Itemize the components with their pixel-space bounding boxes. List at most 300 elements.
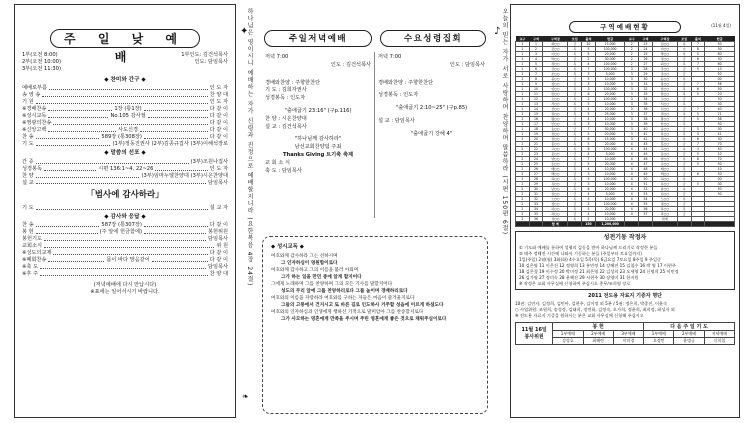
evening-order-line: 성경봉독 : 인도자 — [265, 95, 306, 102]
wednesday-order-line: "출애굽기 2:10~25" (구p.85) — [395, 105, 468, 112]
district-cell: 1 — [516, 112, 530, 117]
responsive-line: 그 인자하심이 영원함이로다 — [281, 261, 338, 267]
district-cell: 50 — [705, 72, 735, 77]
district-cell: 50 — [705, 97, 735, 102]
district-cell: 47 — [639, 162, 653, 167]
district-cell: 금 — [568, 162, 582, 167]
district-cell: 6 — [691, 137, 705, 142]
wednesday-meeting-order — [375, 52, 488, 218]
district-cell: 9 — [529, 82, 543, 87]
district-cell: 3 — [691, 132, 705, 137]
district-cell: 금 — [677, 152, 691, 157]
district-cell: 31 — [529, 192, 543, 197]
district-col-header: 모임 — [677, 36, 691, 42]
district-cell: 정○○ — [652, 202, 677, 207]
district-cell: 1 — [516, 82, 530, 87]
district-cell: 24 — [529, 157, 543, 162]
district-cell: 5,000 — [595, 152, 625, 157]
district-cell: 목 — [677, 157, 691, 162]
district-cell: 고○○ — [543, 147, 568, 152]
district-cell: 15,000 — [595, 137, 625, 142]
offering-header: 봉 헌 — [553, 322, 644, 330]
district-cell: 황○○ — [652, 117, 677, 122]
district-total-cell — [529, 222, 543, 227]
district-cell: 목 — [568, 147, 582, 152]
order-row — [22, 264, 228, 271]
district-cell: 6 — [691, 172, 705, 177]
district-cell: 7 — [582, 157, 596, 162]
order-item: 찬 양 — [22, 172, 34, 179]
evening-order-line: "하나님께 감사하라" — [294, 136, 342, 143]
district-cell: 35 — [529, 212, 543, 217]
district-cell: 최○○ — [543, 42, 568, 47]
evening-order-line: Thanks Giving 트기축 축제 — [282, 151, 354, 158]
sunday-worship-title: 주 일 낮 예 배 — [50, 29, 200, 48]
district-cell: 한○○ — [543, 92, 568, 97]
district-cell: 5 — [691, 92, 705, 97]
district-total-cell — [705, 222, 735, 227]
district-cell: 목 — [677, 147, 691, 152]
service-name: 최해란 — [583, 337, 613, 344]
district-cell: 42 — [639, 137, 653, 142]
district-cell: 4 — [582, 212, 596, 217]
leader-dots — [48, 113, 108, 118]
order-row — [22, 159, 228, 166]
district-cell: 30 — [529, 187, 543, 192]
district-cell: 30 — [705, 102, 735, 107]
district-cell: 황○○ — [543, 117, 568, 122]
district-cell: 금 — [568, 92, 582, 97]
evening-worship-title: 주일저녁예배 — [264, 30, 372, 47]
district-col-header: 헌금 — [705, 36, 735, 42]
district-cell: 12 — [529, 97, 543, 102]
wednesday-leader: 인도 : 담임목사 — [449, 61, 485, 68]
district-cell: 20,000 — [595, 52, 625, 57]
order-row — [22, 173, 228, 180]
district-cell: 18 — [529, 127, 543, 132]
district-cell: 2 — [625, 47, 639, 52]
leader-dots — [144, 106, 208, 111]
district-cell: 10,000 — [595, 172, 625, 177]
district-cell: 34 — [639, 97, 653, 102]
district-cell: 조○○ — [652, 72, 677, 77]
district-cell: 20 — [705, 92, 735, 97]
order-item: 간 증 — [22, 158, 34, 165]
evening-order-line: 찬 양 : 시온찬양대 — [265, 115, 307, 122]
district-cell: 백○○ — [543, 172, 568, 177]
service-subheader: 저녁예배 — [704, 330, 734, 337]
district-cell: 3 — [582, 182, 596, 187]
district-cell: 정○○ — [543, 62, 568, 67]
district-cell: 30,000 — [595, 57, 625, 62]
order-leader: 담임목사 — [207, 264, 228, 271]
district-cell: 13 — [529, 102, 543, 107]
district-cell: 2 — [516, 217, 530, 222]
order-leader: 인 도 자 — [209, 85, 228, 92]
district-cell: 33 — [529, 202, 543, 207]
district-cell: 40 — [639, 127, 653, 132]
district-cell: 80 — [705, 52, 735, 57]
district-cell: 금 — [568, 57, 582, 62]
order-row — [22, 236, 228, 243]
order-item: ※경배찬송 — [22, 106, 47, 113]
district-cell: 1 — [516, 122, 530, 127]
order-item: 송 영 송 — [22, 92, 41, 99]
evening-order-line: "출애굽기 23:16" (구p.116) — [284, 107, 352, 114]
evening-order-line: 교 회 소 식 — [265, 159, 290, 166]
district-cell: 서○○ — [652, 102, 677, 107]
district-cell: 50,000 — [595, 127, 625, 132]
order-leader: 찬 양 대 — [209, 92, 228, 99]
order-item: ※축 도 — [22, 264, 39, 271]
district-cell: 5 — [582, 102, 596, 107]
district-cell: 60 — [705, 62, 735, 67]
leader-dots — [36, 159, 189, 164]
district-cell: 금 — [568, 212, 582, 217]
district-cell: 3 — [529, 52, 543, 57]
district-cell: 조○○ — [543, 72, 568, 77]
district-cell: 3 — [582, 82, 596, 87]
order-leader: 다 같 이 — [209, 113, 229, 120]
district-cell: 배○○ — [543, 167, 568, 172]
district-cell: 4 — [625, 152, 639, 157]
district-cell: 15 — [529, 112, 543, 117]
district-cell: 금 — [677, 172, 691, 177]
district-cell: 4 — [625, 157, 639, 162]
district-cell: 10 — [582, 42, 596, 47]
leader-dots — [36, 222, 100, 227]
order-leader: 담임목사 — [207, 236, 228, 243]
district-cell: 5 — [582, 77, 596, 82]
order-item: 예배로부름 — [22, 85, 48, 92]
order-detail: 1장 (통1장) — [114, 106, 142, 113]
evening-time: 저녁 7:00 — [265, 54, 289, 60]
district-cell: 2 — [516, 152, 530, 157]
district-cell: 7 — [691, 82, 705, 87]
district-cell: 목 — [568, 102, 582, 107]
district-cell: 목 — [677, 122, 691, 127]
district-cell: 7 — [582, 67, 596, 72]
district-cell: 전○○ — [652, 137, 677, 142]
district-cell: 6 — [529, 67, 543, 72]
leader-dots — [53, 250, 207, 255]
district-cell: 목 — [677, 62, 691, 67]
district-cell: 목 — [568, 72, 582, 77]
leader-dots — [36, 141, 111, 146]
district-cell: 금 — [677, 67, 691, 72]
order-row — [22, 141, 228, 148]
service-time-1: 1부(오전 8:00) — [22, 52, 58, 58]
district-cell: 4 — [625, 177, 639, 182]
order-leader: 다 같 이 — [209, 106, 228, 113]
district-cell: 5 — [582, 217, 596, 222]
district-cell: 금 — [568, 192, 582, 197]
district-cell: 10 — [705, 152, 735, 157]
district-cell: 1 — [516, 62, 530, 67]
footer-note-2: ※표에는 일어서시기 바랍니다. — [90, 289, 160, 296]
district-cell: 4 — [582, 117, 596, 122]
district-cell: 허○○ — [543, 177, 568, 182]
district-cell: 금 — [568, 137, 582, 142]
district-cell: 70 — [705, 157, 735, 162]
order-item: 교회소식 — [22, 243, 43, 250]
evening-worship-order — [262, 52, 375, 218]
district-cell: 목 — [677, 197, 691, 202]
district-cell: 3 — [691, 147, 705, 152]
district-cell: 5 — [691, 162, 705, 167]
district-cell: 3 — [625, 127, 639, 132]
district-cell: 20,000 — [595, 132, 625, 137]
district-cell: 100,000 — [595, 47, 625, 52]
pledge-line: 18 김은경 19 이수정 20 박미정 21 최은영 22 김성희 23 오세영 24 신명희 25 이민정 — [519, 269, 679, 275]
district-cell: 1 — [516, 42, 530, 47]
district-cell: 윤○○ — [543, 77, 568, 82]
district-cell: 5,000 — [595, 192, 625, 197]
district-cell: 50 — [705, 172, 735, 177]
district-col-header: 구역 — [639, 36, 653, 42]
donor-line: ※ 전도용 자료지 기증을 원하시는 분은 교회 사무실에 신청해 주십시오 — [515, 312, 644, 318]
district-cell: 14 — [529, 107, 543, 112]
district-cell: 6 — [691, 87, 705, 92]
district-cell: 강○○ — [652, 67, 677, 72]
responsive-line: 여호와의 이름을 자랑하라 여호와를 구하는 자들은 마음이 즐거울지로다 — [271, 296, 415, 302]
district-cell: 손○○ — [652, 162, 677, 167]
district-cell: 목 — [568, 87, 582, 92]
service-subheader: 2부예배 — [583, 330, 613, 337]
district-cell: 금 — [677, 82, 691, 87]
district-cell: 금 — [568, 82, 582, 87]
order-item: 설 교 — [22, 179, 34, 186]
pledge-line: 26 김가영 27 정미숙 28 윤혜진 29 서현주 30 장영미 31 한지원 — [519, 275, 639, 281]
responsive-line: 그가 하는 일을 만민 중에 알게 할지어다 — [281, 275, 362, 281]
district-cell: 4 — [625, 202, 639, 207]
district-cell: 23 — [529, 152, 543, 157]
district-cell: 목 — [677, 207, 691, 212]
district-cell: 30 — [705, 47, 735, 52]
leader-dots — [48, 127, 116, 132]
order-item: 봉헌기도 — [22, 236, 43, 243]
district-cell: 1 — [516, 97, 530, 102]
district-cell: 2 — [625, 42, 639, 47]
district-cell: 37 — [639, 112, 653, 117]
leader-dots — [144, 134, 208, 139]
district-cell: 4 — [625, 182, 639, 187]
district-cell: 10,000 — [595, 157, 625, 162]
district-cell: 2 — [529, 47, 543, 52]
district-cell: 8 — [529, 77, 543, 82]
pledge-line: ② 매주 정해진 시간에 나와서 기동하는 분들 (주일부터 토요일까지) — [519, 250, 642, 256]
district-cell: 4 — [625, 212, 639, 217]
district-cell: 임○○ — [652, 87, 677, 92]
district-cell: 10,000 — [595, 182, 625, 187]
district-cell: 곽○○ — [652, 212, 677, 217]
district-cell: 3 — [625, 77, 639, 82]
district-cell: 20,000 — [595, 207, 625, 212]
district-cell: 3 — [625, 97, 639, 102]
district-cell: 5 — [582, 142, 596, 147]
district-cell: 100,000 — [595, 62, 625, 67]
evening-leader: 인도 : 김건석목사 — [330, 61, 371, 68]
leader-dots — [36, 99, 208, 104]
district-cell: 심○○ — [543, 192, 568, 197]
district-cell: 4 — [582, 152, 596, 157]
district-cell: 3 — [582, 172, 596, 177]
district-cell: 금 — [568, 182, 582, 187]
district-cell: 목 — [677, 102, 691, 107]
district-cell: 38 — [639, 117, 653, 122]
district-total-cell — [516, 222, 530, 227]
district-cell: 4 — [625, 167, 639, 172]
district-cell: 51 — [639, 182, 653, 187]
district-cell: 금 — [568, 152, 582, 157]
district-cell: 금 — [568, 172, 582, 177]
district-cell: 2 — [516, 167, 530, 172]
district-cell: 1 — [516, 77, 530, 82]
district-cell: 양○○ — [543, 157, 568, 162]
service-name: 강성호 — [553, 337, 583, 344]
order-item: ※폐회찬송 — [22, 257, 47, 264]
district-cell: 2 — [516, 147, 530, 152]
district-col-header: 구역 — [529, 36, 543, 42]
district-cell: 문○○ — [543, 152, 568, 157]
order-row — [22, 166, 228, 173]
district-cell: 5,000 — [595, 72, 625, 77]
district-cell: 56 — [705, 82, 735, 87]
district-cell: 56 — [639, 207, 653, 212]
order-item: 기 원 — [22, 99, 34, 106]
service-name: 윤병규 — [674, 337, 704, 344]
district-cell: 20,000 — [595, 142, 625, 147]
district-cell: 30 — [705, 127, 735, 132]
district-cell: 4 — [625, 142, 639, 147]
district-cell: 금 — [677, 107, 691, 112]
district-cell: 10,000 — [595, 122, 625, 127]
district-cell: 허○○ — [652, 177, 677, 182]
leader-dots — [44, 166, 96, 171]
district-cell: 목 — [568, 217, 582, 222]
district-cell: 32 — [639, 87, 653, 92]
district-cell: 목 — [677, 137, 691, 142]
leader-dots — [40, 271, 208, 276]
pledge-line: 1일(주일) 2월(월) 3화(화) 4수요일 5목(목) 6금요일 7토요일 8주일 9 주일중 — [519, 256, 662, 262]
district-cell: 2 — [516, 172, 530, 177]
district-cell: 1 — [516, 117, 530, 122]
order-leader: 담임목사 — [207, 179, 228, 186]
district-cell: 100,000 — [595, 147, 625, 152]
district-col-header: 교구 — [516, 36, 530, 42]
district-cell: 목 — [677, 132, 691, 137]
district-cell: 20 — [529, 137, 543, 142]
district-cell: 50 — [705, 192, 735, 197]
order-leader: 다 같 이 — [209, 222, 228, 229]
district-cell: 김○○ — [543, 47, 568, 52]
district-cell: 1 — [516, 92, 530, 97]
district-cell: 10,000 — [595, 167, 625, 172]
district-cell: 목 — [568, 112, 582, 117]
district-cell: 10,000 — [595, 102, 625, 107]
district-cell: 29 — [529, 182, 543, 187]
district-cell: 3 — [625, 92, 639, 97]
district-cell: 목 — [568, 67, 582, 72]
district-total-cell — [568, 222, 582, 227]
district-cell: 오○○ — [652, 97, 677, 102]
evening-order-line: 경배와찬양 : 주향한찬단 — [265, 79, 321, 86]
district-cell: 2 — [516, 192, 530, 197]
district-cell: 금 — [568, 117, 582, 122]
leader-dots — [40, 264, 206, 269]
district-cell: 금 — [677, 127, 691, 132]
leader-dots — [44, 236, 206, 241]
district-cell: 3 — [625, 87, 639, 92]
district-cell: 28 — [639, 67, 653, 72]
district-cell: 정○○ — [543, 202, 568, 207]
evening-order-line: 기 도 : 김희자권사 — [265, 87, 307, 94]
responsive-line: 그들의 고통에서 건지시고 또 바른 길로 인도하사 거주할 성읍에 이르게 하셨도다 — [281, 302, 444, 308]
leader-dots — [36, 229, 98, 234]
district-cell: 금 — [677, 97, 691, 102]
district-cell: 목 — [568, 62, 582, 67]
district-cell: 10,000 — [595, 217, 625, 222]
district-cell: 안○○ — [652, 122, 677, 127]
district-cell: 3 — [625, 102, 639, 107]
district-cell: 6 — [691, 57, 705, 62]
district-cell: 금 — [677, 162, 691, 167]
district-cell: 20,000 — [595, 107, 625, 112]
district-cell: 1 — [516, 47, 530, 52]
district-cell: 22 — [529, 147, 543, 152]
district-cell: 10 — [529, 87, 543, 92]
district-cell: 31 — [639, 82, 653, 87]
district-cell: 100,000 — [595, 87, 625, 92]
district-cell: 13 — [705, 67, 735, 72]
district-cell: 46 — [639, 157, 653, 162]
district-cell: 노○○ — [543, 197, 568, 202]
district-report-title: 구역예배현황 — [569, 21, 681, 33]
district-report-panel — [510, 4, 740, 418]
district-cell: 성○○ — [543, 217, 568, 222]
district-cell: 3 — [625, 72, 639, 77]
section-heading: ◆ 찬미와 간구 ◆ — [104, 76, 146, 83]
district-total-cell — [652, 222, 677, 227]
district-cell: 10,000 — [595, 212, 625, 217]
sermon-title: 「범사에 감사하라」 — [86, 190, 164, 201]
district-total-row — [516, 222, 735, 227]
district-cell: 목 — [568, 52, 582, 57]
district-cell: 박○○ — [543, 57, 568, 62]
district-cell: 5 — [691, 182, 705, 187]
district-total-cell — [691, 222, 705, 227]
music-note-icon: ♪ — [494, 26, 501, 37]
order-row — [22, 180, 228, 187]
district-cell: 10,000 — [595, 197, 625, 202]
leader-dots — [36, 134, 100, 139]
district-cell: 1 — [516, 102, 530, 107]
district-total-cell — [677, 222, 691, 227]
donor-line: ○ 사업위원: 조원희, 송성정, 김태희, 정연화, 김정숙, 오가희, 정윤희, 최희정, 최성자 외 — [515, 306, 675, 312]
district-cell: 목 — [677, 177, 691, 182]
district-cell: 목 — [568, 97, 582, 102]
order-row — [22, 229, 228, 236]
district-cell: 4 — [625, 192, 639, 197]
district-col-header: 구역장 — [652, 36, 677, 42]
district-cell: 32 — [529, 197, 543, 202]
district-cell: 이○○ — [652, 47, 677, 52]
leader-dots — [148, 113, 208, 118]
order-leader: 위 원 — [216, 243, 228, 250]
order-row — [22, 92, 228, 99]
district-cell: 목 — [568, 47, 582, 52]
district-cell: 29 — [639, 72, 653, 77]
